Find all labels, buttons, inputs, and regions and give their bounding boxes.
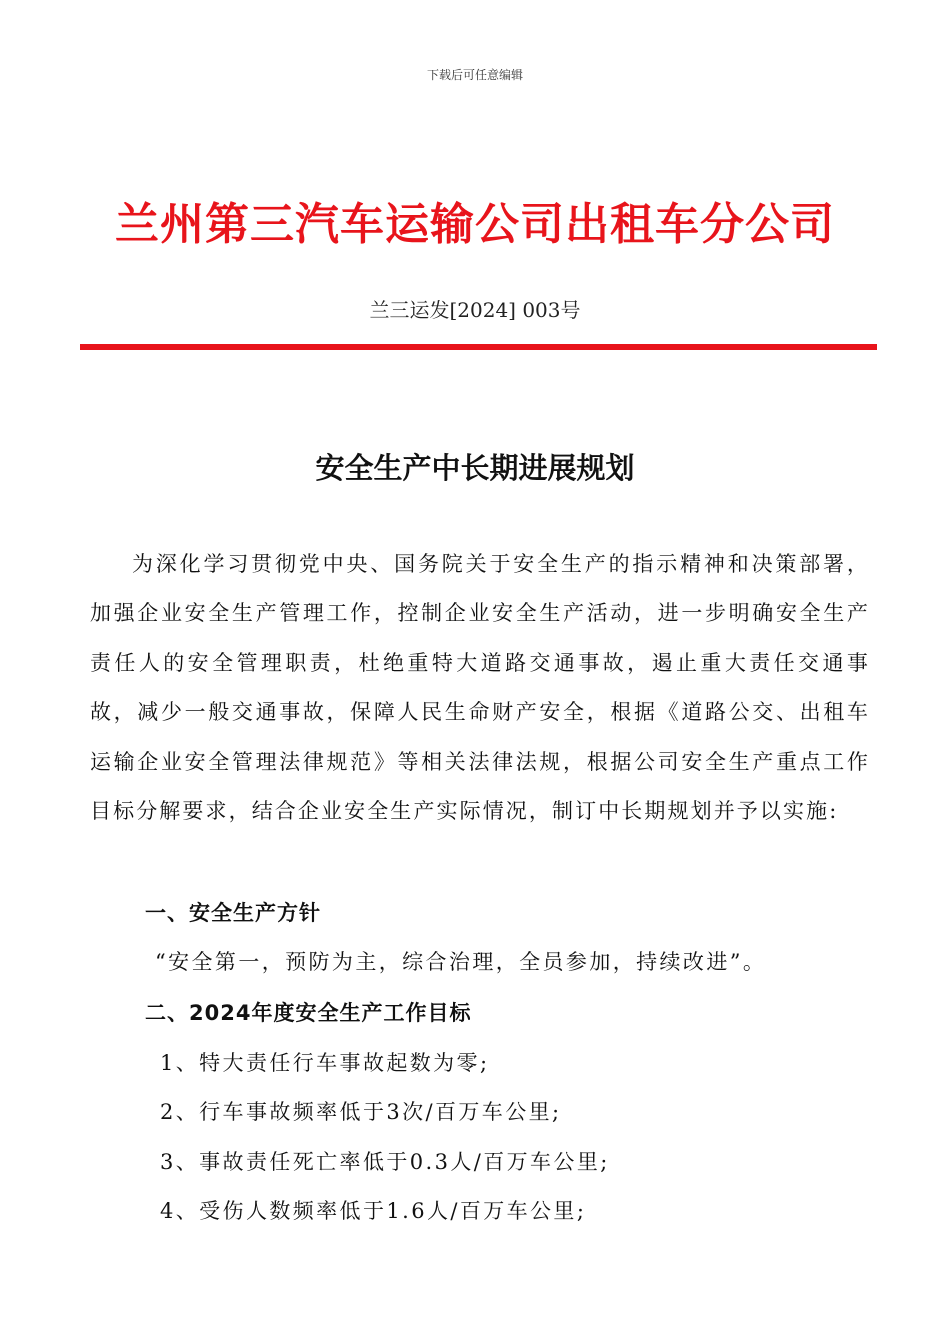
policy-text: “安全第一，预防为主，综合治理，全员参加，持续改进”。 [155,950,767,974]
header-note: 下载后可任意编辑 [426,68,523,82]
goal-item: 3、事故责任死亡率低于0.3人/百万车公里; [160,1150,610,1174]
red-divider-line [80,344,877,350]
goal-item: 1、特大责任行车事故起数为零; [160,1051,490,1075]
document-title: 安全生产中长期进展规划 [315,451,635,485]
section-heading-goals: 二、2024年度安全生产工作目标 [145,1001,472,1025]
goal-item: 2、行车事故频率低于3次/百万车公里; [160,1100,562,1124]
section-heading-policy: 一、安全生产方针 [145,901,321,925]
company-title: 兰州第三汽车运输公司出租车分公司 [115,199,835,250]
document-number: 兰三运发[2024] 003号 [369,298,581,322]
goal-item: 4、受伤人数频率低于1.6人/百万车公里; [160,1199,587,1223]
intro-paragraph: 为深化学习贯彻党中央、国务院关于安全生产的指示精神和决策部署，加强企业安全生产管理工作，控制企业安全生产活动，进一步明确安全生产责任人的安全管理职责，杜绝重特大道路交通事故，遏止重大责任交通事故，减少一般交通事故，保障人民生命财产安全，根据《道路公交、出租车运输企业安全管理法律规范》等相关法律法规，根据公司安全生产重点工作目标分解要求，结合企业安全生产实际情况，制订中长期规划并予以实施: [90,552,870,824]
